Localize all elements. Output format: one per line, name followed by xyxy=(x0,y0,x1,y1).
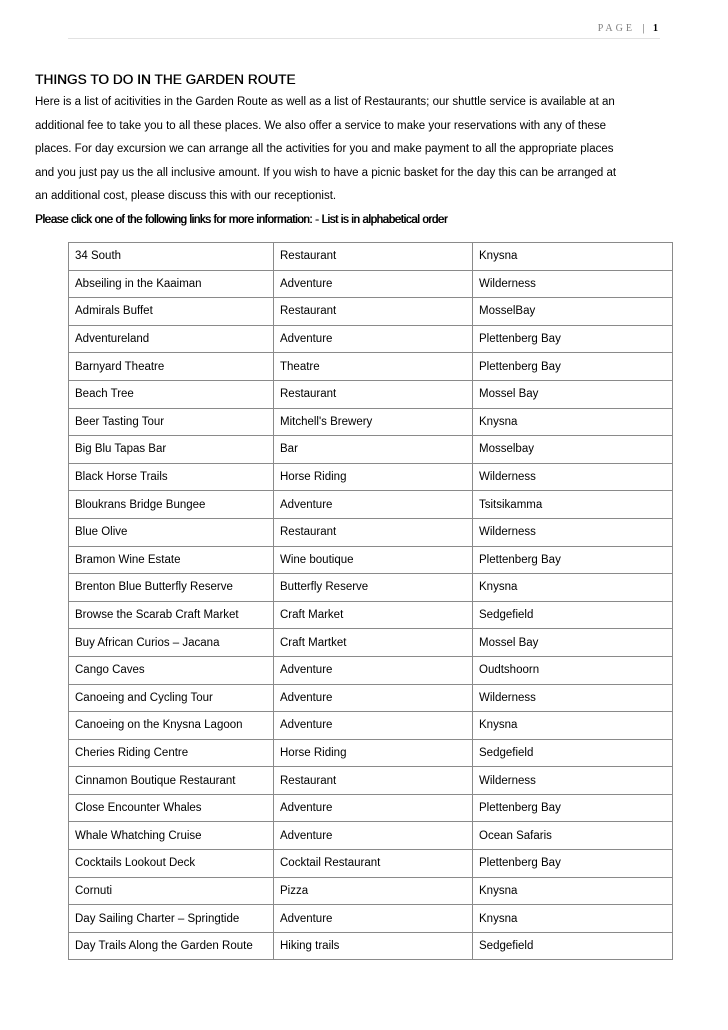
activity-category-cell: Restaurant xyxy=(274,380,473,408)
activity-location-cell: Sedgefield xyxy=(473,601,673,629)
activity-category-cell: Horse Riding xyxy=(274,463,473,491)
activity-category-cell: Adventure xyxy=(274,325,473,353)
table-row[interactable] xyxy=(69,739,673,767)
table-row[interactable] xyxy=(69,518,673,546)
activity-location-cell: MosselBay xyxy=(473,298,673,326)
page-header-label xyxy=(598,23,658,34)
table-row[interactable] xyxy=(69,298,673,326)
activity-category-cell: Restaurant xyxy=(274,243,473,271)
activity-category-cell: Adventure xyxy=(274,905,473,933)
activity-name-cell[interactable]: Day Sailing Charter – Springtide xyxy=(69,905,274,933)
table-row[interactable] xyxy=(69,353,673,381)
activity-name-cell[interactable]: Brenton Blue Butterfly Reserve xyxy=(69,574,274,602)
activity-location-cell: Knysna xyxy=(473,243,673,271)
header-divider xyxy=(68,38,660,39)
table-row[interactable] xyxy=(69,243,673,271)
activity-name-cell[interactable]: Abseiling in the Kaaiman xyxy=(69,270,274,298)
activity-location-cell: Wilderness xyxy=(473,767,673,795)
activity-name-cell[interactable]: Canoeing on the Knysna Lagoon xyxy=(69,712,274,740)
table-row[interactable] xyxy=(69,767,673,795)
activity-name-cell[interactable]: Admirals Buffet xyxy=(69,298,274,326)
activities-table xyxy=(68,242,673,960)
page-word: PAGE xyxy=(597,23,635,34)
activity-category-cell: Craft Market xyxy=(274,601,473,629)
intro-paragraph xyxy=(35,91,665,208)
document-body xyxy=(35,70,665,231)
activity-name-cell[interactable]: 34 South xyxy=(69,243,274,271)
table-row[interactable] xyxy=(69,822,673,850)
table-row[interactable] xyxy=(69,546,673,574)
table-row[interactable] xyxy=(69,877,673,905)
activity-location-cell: Wilderness xyxy=(473,463,673,491)
activity-category-cell: Horse Riding xyxy=(274,739,473,767)
activity-name-cell[interactable]: Browse the Scarab Craft Market xyxy=(69,601,274,629)
activity-category-cell: Adventure xyxy=(274,491,473,519)
activity-location-cell: Mosselbay xyxy=(473,436,673,464)
activity-location-cell: Plettenberg Bay xyxy=(473,850,673,878)
activity-category-cell: Pizza xyxy=(274,877,473,905)
activity-name-cell[interactable]: Canoeing and Cycling Tour xyxy=(69,684,274,712)
activity-location-cell: Oudtshoorn xyxy=(473,656,673,684)
activity-category-cell: Craft Martket xyxy=(274,629,473,657)
activity-name-cell[interactable]: Big Blu Tapas Bar xyxy=(69,436,274,464)
activity-location-cell: Wilderness xyxy=(473,684,673,712)
activity-category-cell: Restaurant xyxy=(274,518,473,546)
activity-name-cell[interactable]: Cocktails Lookout Deck xyxy=(69,850,274,878)
activity-location-cell: Plettenberg Bay xyxy=(473,546,673,574)
activity-category-cell: Adventure xyxy=(274,270,473,298)
activity-category-cell: Wine boutique xyxy=(274,546,473,574)
activity-name-cell[interactable]: Adventureland xyxy=(69,325,274,353)
activity-location-cell: Sedgefield xyxy=(473,739,673,767)
table-row[interactable] xyxy=(69,380,673,408)
activity-name-cell[interactable]: Beer Tasting Tour xyxy=(69,408,274,436)
page-title: THINGS TO DO IN THE GARDEN ROUTE xyxy=(35,72,296,87)
table-row[interactable] xyxy=(69,491,673,519)
table-row[interactable] xyxy=(69,463,673,491)
activity-name-cell[interactable]: Beach Tree xyxy=(69,380,274,408)
activity-name-cell[interactable]: Close Encounter Whales xyxy=(69,794,274,822)
activity-location-cell: Knysna xyxy=(473,905,673,933)
table-row[interactable] xyxy=(69,850,673,878)
activity-name-cell[interactable]: Buy African Curios – Jacana xyxy=(69,629,274,657)
activity-name-cell[interactable]: Barnyard Theatre xyxy=(69,353,274,381)
activities-table-body xyxy=(69,243,673,960)
activity-location-cell: Knysna xyxy=(473,408,673,436)
activity-location-cell: Mossel Bay xyxy=(473,629,673,657)
activity-category-cell: Bar xyxy=(274,436,473,464)
intro-line: and you just pay us the all inclusive amount. If you wish to have a picnic basket for the day this can be arranged at xyxy=(35,166,617,179)
activity-location-cell: Wilderness xyxy=(473,518,673,546)
activity-location-cell: Plettenberg Bay xyxy=(473,325,673,353)
activity-name-cell[interactable]: Whale Whatching Cruise xyxy=(69,822,274,850)
activity-location-cell: Knysna xyxy=(473,574,673,602)
activity-category-cell: Theatre xyxy=(274,353,473,381)
table-row[interactable] xyxy=(69,794,673,822)
activity-location-cell: Ocean Safaris xyxy=(473,822,673,850)
intro-line: an additional cost, please discuss this with our receptionist. xyxy=(35,190,337,203)
table-row[interactable] xyxy=(69,684,673,712)
table-row[interactable] xyxy=(69,270,673,298)
activity-location-cell: Knysna xyxy=(473,712,673,740)
links-instruction: Please click one of the following links for more information: - List is in alphabetical order xyxy=(35,213,448,226)
activity-name-cell[interactable]: Cinnamon Boutique Restaurant xyxy=(69,767,274,795)
table-row[interactable] xyxy=(69,436,673,464)
activity-name-cell[interactable]: Cango Caves xyxy=(69,656,274,684)
activity-category-cell: Mitchell's Brewery xyxy=(274,408,473,436)
activity-location-cell: Mossel Bay xyxy=(473,380,673,408)
activity-name-cell[interactable]: Bramon Wine Estate xyxy=(69,546,274,574)
table-row[interactable] xyxy=(69,905,673,933)
page-number: 1 xyxy=(653,23,658,34)
activity-name-cell[interactable]: Blue Olive xyxy=(69,518,274,546)
intro-line: places. For day excursion we can arrange all the activities for you and make payment to all the appropriate places xyxy=(35,143,614,156)
table-row[interactable] xyxy=(69,325,673,353)
table-row[interactable] xyxy=(69,656,673,684)
activity-category-cell: Adventure xyxy=(274,794,473,822)
table-row[interactable] xyxy=(69,932,673,960)
intro-line: additional fee to take you to all these places. We also offer a service to make your reservations with any of these xyxy=(35,119,607,132)
table-row[interactable] xyxy=(69,408,673,436)
activity-name-cell[interactable]: Cornuti xyxy=(69,877,274,905)
page-separator: | xyxy=(642,23,648,34)
activity-location-cell: Plettenberg Bay xyxy=(473,353,673,381)
activity-category-cell: Butterfly Reserve xyxy=(274,574,473,602)
intro-line: Here is a list of acitivities in the Garden Route as well as a list of Restaurants; our shuttle service is available at an xyxy=(35,96,615,108)
activity-category-cell: Adventure xyxy=(274,656,473,684)
activity-name-cell[interactable]: Bloukrans Bridge Bungee xyxy=(69,491,274,519)
activity-category-cell: Adventure xyxy=(274,712,473,740)
activity-name-cell[interactable]: Day Trails Along the Garden Route xyxy=(69,932,274,960)
activity-category-cell: Adventure xyxy=(274,822,473,850)
activity-name-cell[interactable]: Black Horse Trails xyxy=(69,463,274,491)
activity-location-cell: Knysna xyxy=(473,877,673,905)
activity-location-cell: Sedgefield xyxy=(473,932,673,960)
activity-location-cell: Plettenberg Bay xyxy=(473,794,673,822)
activity-category-cell: Cocktail Restaurant xyxy=(274,850,473,878)
table-row[interactable] xyxy=(69,574,673,602)
activity-category-cell: Restaurant xyxy=(274,298,473,326)
activity-category-cell: Hiking trails xyxy=(274,932,473,960)
activity-location-cell: Tsitsikamma xyxy=(473,491,673,519)
activity-category-cell: Adventure xyxy=(274,684,473,712)
table-row[interactable] xyxy=(69,601,673,629)
table-row[interactable] xyxy=(69,629,673,657)
table-row[interactable] xyxy=(69,712,673,740)
activity-name-cell[interactable]: Cheries Riding Centre xyxy=(69,739,274,767)
activity-location-cell: Wilderness xyxy=(473,270,673,298)
activity-category-cell: Restaurant xyxy=(274,767,473,795)
